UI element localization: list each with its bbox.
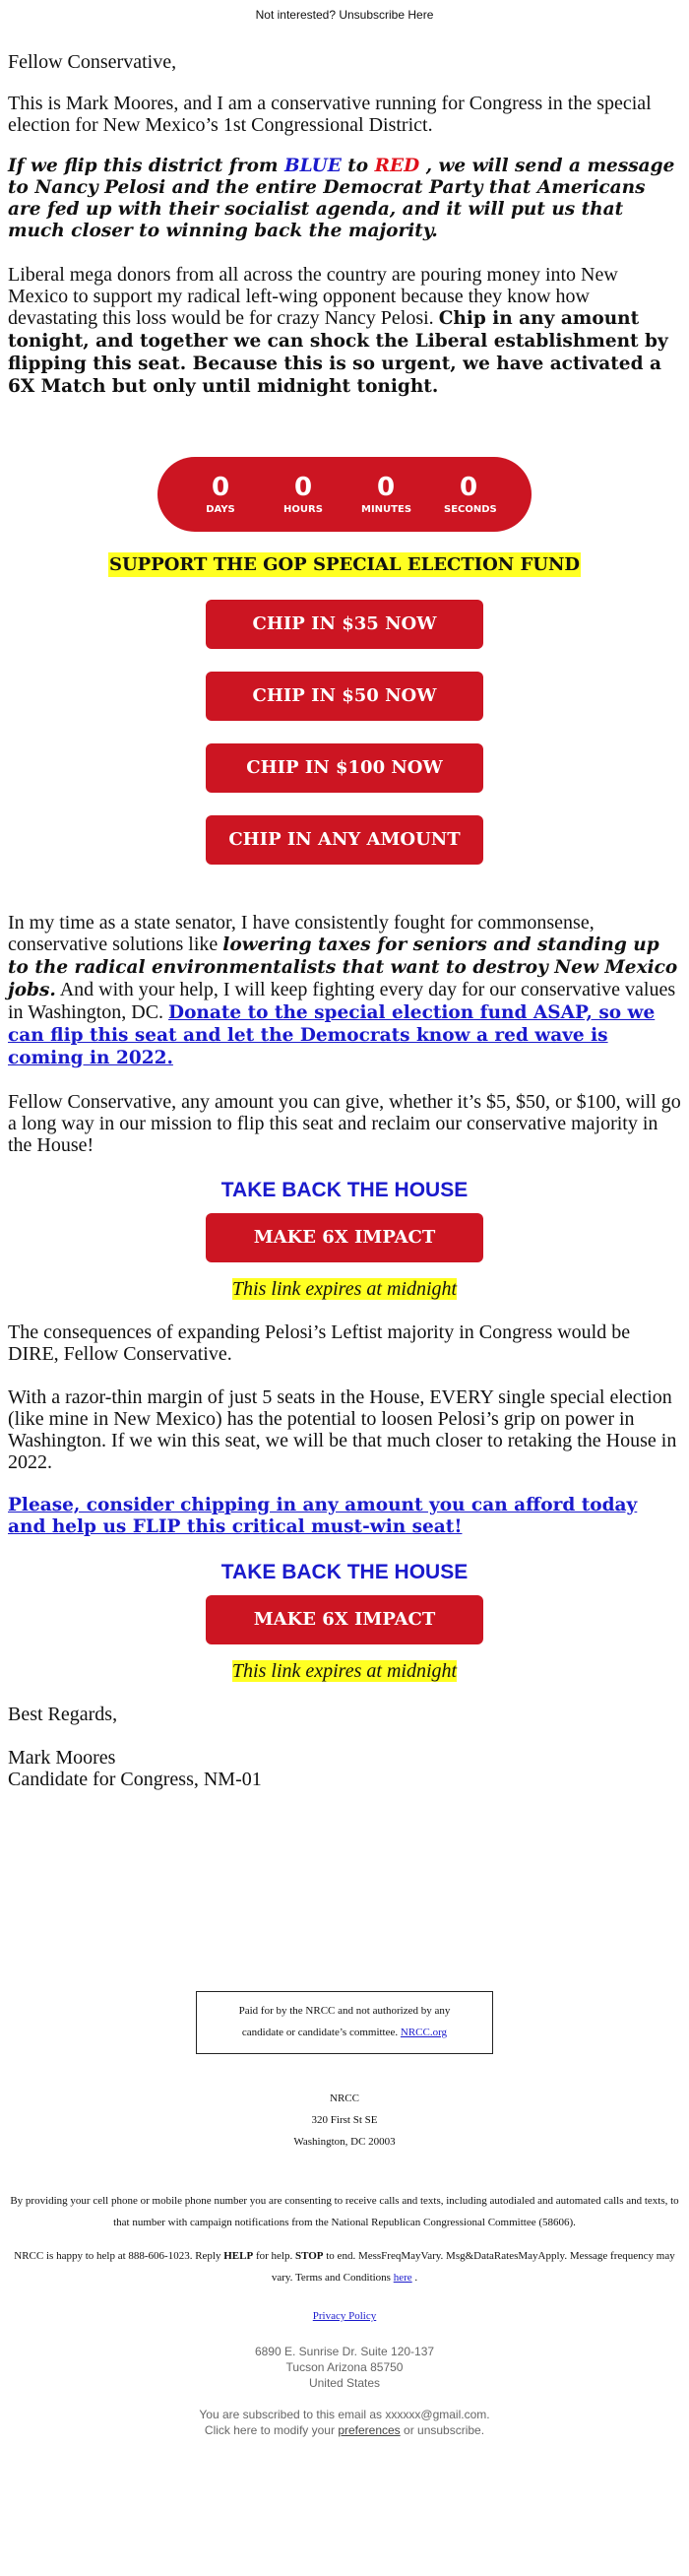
nrcc-link[interactable]: NRCC.org (400, 2027, 448, 2038)
chip-in-100-button[interactable]: CHIP IN $100 NOW (206, 743, 483, 793)
terms-here-link[interactable]: here (393, 2272, 412, 2284)
expires-note: This link expires at midnight (231, 1278, 458, 1300)
intro-paragraph: This is Mark Moores, and I am a conservative running for Congress in the special election for New Mexico’s 1st Congressional District. (8, 93, 652, 136)
email-body (0, 51, 689, 1790)
nrcc-address: NRCC 320 First St SE Washington, DC 20003 (293, 2093, 396, 2148)
please-chip-link[interactable]: Please, consider chipping in any amount you can afford today and help us FLIP this critical must-win seat! (8, 1495, 638, 1537)
donate-link[interactable]: Donate to the special election fund ASAP, so we can flip this seat and let the Democrats know a red wave is coming in 2022. (8, 1002, 656, 1068)
senator-paragraph: In my time as a state senator, I have consistently fought for commonsense, conservative solutions like lowering taxes for seniors and standing up to the radical environmentalists that want to destroy New Mexico jobs. And with your help, I will keep fighting every day for our conservative values in Washington, DC. Donate to the special election fund ASAP, so we can flip this seat and let the Democrats know a red wave is coming in 2022. (8, 912, 678, 1068)
support-heading: SUPPORT THE GOP SPECIAL ELECTION FUND (108, 554, 581, 575)
unsubscribe-link[interactable]: Not interested? Unsubscribe Here (255, 8, 434, 22)
liberal-paragraph: Liberal mega donors from all across the country are pouring money into New Mexico to support my radical left-wing opponent because they know how devastating this loss would be for crazy Nancy Pelosi. Chip in any amount tonight, and together we can shock the Liberal establishment by flipping this seat. Because this is so urgent, we have activated a 6X Match but only until midnight tonight. (8, 264, 668, 397)
make-6x-impact-button-2[interactable]: MAKE 6X IMPACT (206, 1595, 483, 1644)
greeting: Fellow Conservative, (8, 51, 177, 73)
make-6x-impact-button[interactable]: MAKE 6X IMPACT (206, 1213, 483, 1262)
chip-in-35-button[interactable]: CHIP IN $35 NOW (206, 600, 483, 649)
take-back-heading: TAKE BACK THE HOUSE (220, 1179, 469, 1201)
countdown-hours: 0 HOURS (283, 473, 323, 515)
signature-title: Candidate for Congress, NM-01 (8, 1769, 262, 1790)
expires-note-2: This link expires at midnight (231, 1660, 458, 1682)
countdown-timer (157, 457, 532, 532)
closing: Best Regards, (8, 1704, 118, 1725)
countdown-days: 0 DAYS (206, 473, 235, 515)
preferences-link[interactable]: preferences (338, 2423, 401, 2437)
red-word: RED (374, 156, 420, 176)
footer-subscription: You are subscribed to this email as xxxxxx@gmail.com. Click here to modify your preferences or unsubscribe. (199, 2408, 490, 2437)
take-back-heading-2: TAKE BACK THE HOUSE (220, 1561, 469, 1583)
sms-consent: By providing your cell phone or mobile phone number you are consenting to receive calls and texts, including autodialed and automated calls and texts, to that number with campaign notifications from the National Republican Congressional Committee (58606). (10, 2195, 679, 2228)
flip-paragraph: If we flip this district from BLUE to RED , we will send a message to Nancy Pelosi and the entire Democrat Party that Americans are fed up with their socialist agenda, and it will put us that much closer to winning back the majority. (8, 156, 675, 241)
footer-address: 6890 E. Sunrise Dr. Suite 120-137 Tucson Arizona 85750 United States (254, 2345, 435, 2390)
countdown-minutes: 0 MINUTES (361, 473, 412, 515)
privacy-policy-link[interactable]: Privacy Policy (312, 2310, 377, 2322)
fellow-paragraph: Fellow Conservative, any amount you can give, whether it’s $5, $50, or $100, will go a long way in our mission to flip this seat and reclaim our conservative majority in the House! (8, 1091, 681, 1156)
razor-paragraph: With a razor-thin margin of just 5 seats in the House, EVERY single special election (like mine in New Mexico) has the potential to loosen Pelosi’s grip on power in Washington. If we win this seat, we will be that much closer to retaking the House in 2022. (8, 1386, 677, 1473)
paid-for-box: Paid for by the NRCC and not authorized by any candidate or candidate’s committee. NRCC.org (196, 1991, 493, 2054)
blue-word: BLUE (283, 156, 342, 176)
chip-in-50-button[interactable]: CHIP IN $50 NOW (206, 672, 483, 721)
sms-help: NRCC is happy to help at 888-606-1023. Reply HELP for help. STOP to end. MessFreqMayVary. Msg&DataRatesMayApply. Message frequency may vary. Terms and Conditions here . (14, 2250, 675, 2284)
chip-in-any-button[interactable]: CHIP IN ANY AMOUNT (206, 815, 483, 865)
countdown-seconds: 0 SECONDS (444, 473, 497, 515)
consequences-paragraph: The consequences of expanding Pelosi’s Leftist majority in Congress would be DIRE, Fellow Conservative. (8, 1321, 631, 1365)
signature-name: Mark Moores (8, 1747, 116, 1769)
